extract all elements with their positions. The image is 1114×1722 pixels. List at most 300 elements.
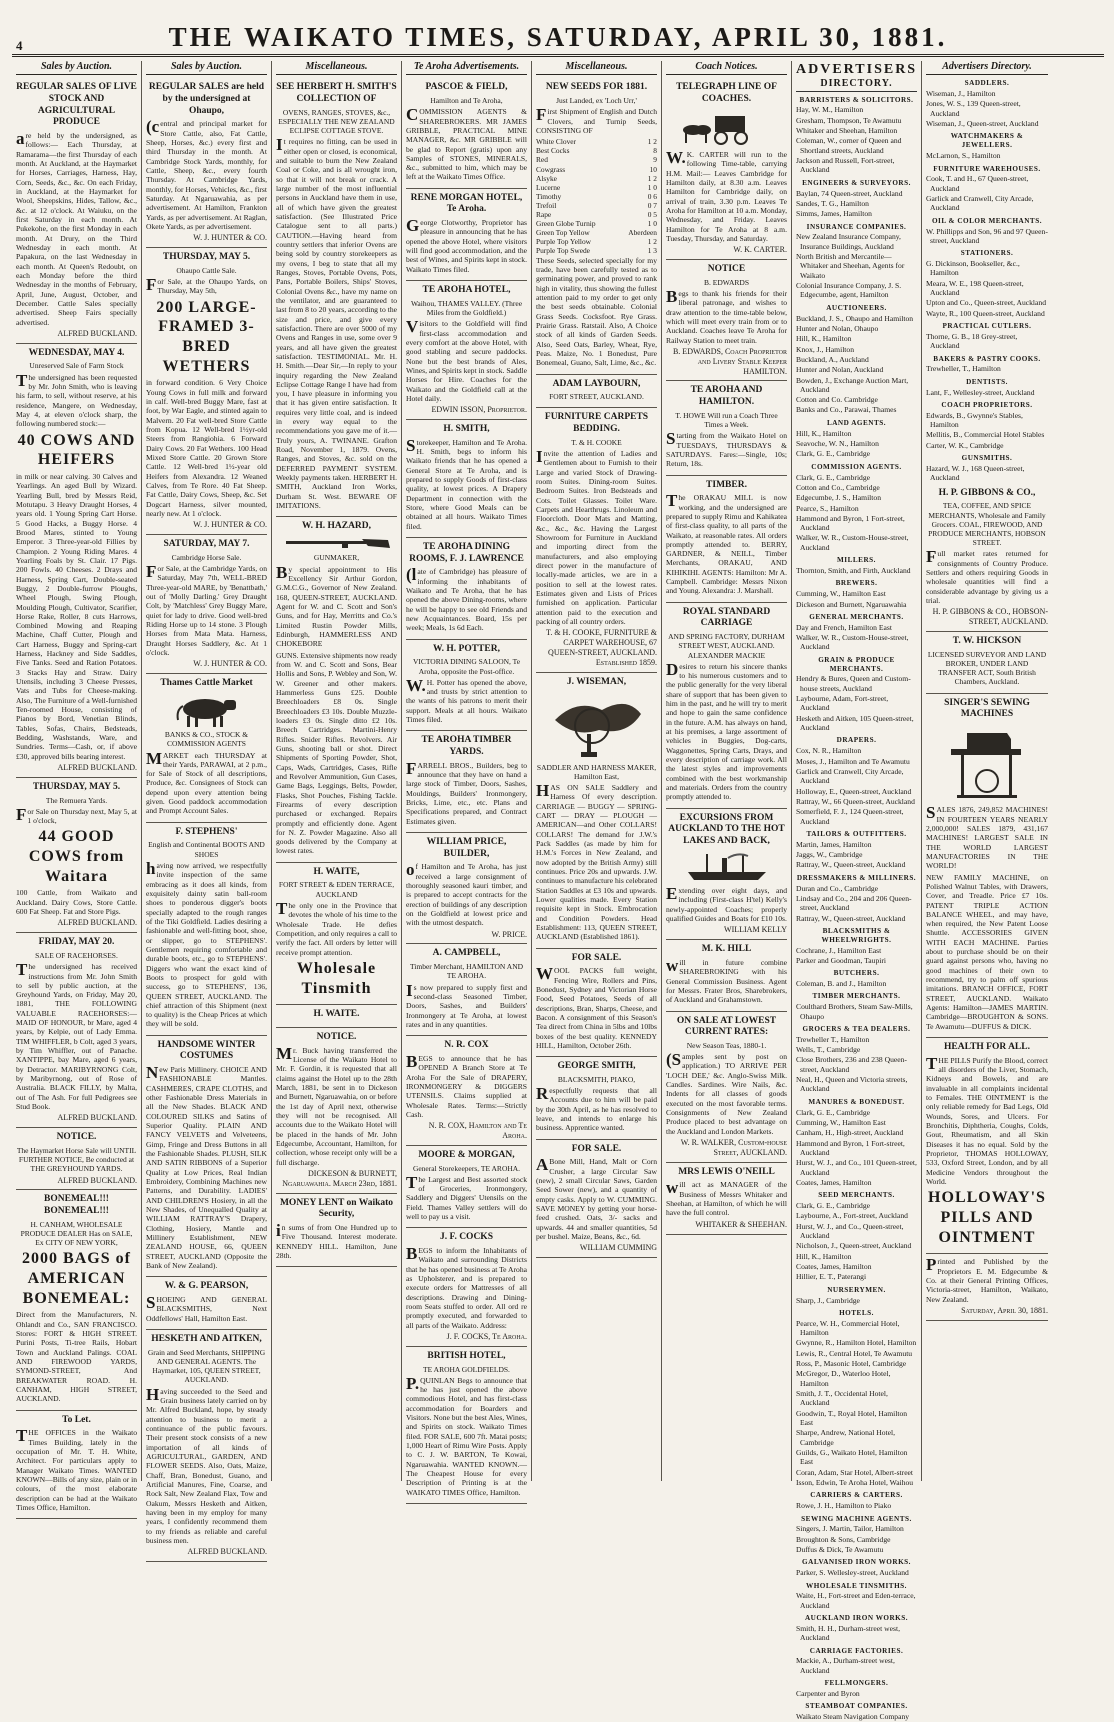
ad-heading: MRS LEWIS O'NEILL bbox=[678, 1166, 775, 1177]
directory-entry: Carpenter and Byron bbox=[796, 1689, 860, 1698]
ad-heading: Thames Cattle Market bbox=[160, 678, 253, 689]
directory-entry: Coleman, W., corner of Queen and Shortland streets, Auckland bbox=[796, 136, 902, 155]
ad-body: For Sale, at the Ohaupo Yards, on Thursday, May 5th, bbox=[146, 274, 267, 296]
ad-display-line: 40 COWS AND HEIFERS bbox=[17, 431, 136, 469]
singer-illustration bbox=[926, 723, 1048, 805]
directory-entry: Hammond and Byron, 1 Fort-street, Auckland bbox=[796, 1138, 905, 1157]
directory-entry: Hendry & Bures, Queen and Custom-house streets, Auckland bbox=[796, 674, 911, 693]
ad-display-line: 2000 BAGS of AMERICAN BONEMEAL: bbox=[22, 1250, 131, 1307]
ad-subheading: T. & H. COOKE bbox=[571, 437, 622, 447]
directory-entry: Cotton and Co., Cambridge bbox=[796, 482, 880, 492]
ad-heading: HANDSOME WINTER COSTUMES bbox=[157, 1039, 256, 1062]
ad-signature: B. EDWARDS, Coach Proprietor and Livery Stable Keeper HAMILTON. bbox=[672, 346, 787, 376]
column-heading: Sales by Auction. bbox=[146, 61, 267, 75]
advertisement bbox=[926, 484, 1048, 632]
directory-entry: W. Phillipps and Son, 96 and 97 Queen-street, Auckland bbox=[926, 226, 1048, 245]
directory-entry: Carter, W. K., Cambridge bbox=[926, 440, 1004, 450]
directory-entry: Hunter and Nolan, Ohaupo bbox=[796, 323, 879, 333]
directory-entry: Sandes, T. G., Hamilton bbox=[796, 198, 869, 208]
directory-entry: Goodwin, T., Royal Hotel, Hamilton East bbox=[796, 1408, 908, 1428]
ad-heading: MOORE & MORGAN, bbox=[418, 1149, 515, 1160]
ad-heading: HESKETH AND AITKEN, bbox=[151, 1334, 262, 1345]
seed-price: 8 bbox=[653, 146, 657, 156]
ad-body: (late of Cambridge) has pleasure of informing the inhabitants of Waikato and Te Aroha, that he has opened the above Dining-rooms, where he will be happy to see old Friends and new Acquaintances. Board, 15s per week; Meals, 1s 6d Each. bbox=[406, 565, 527, 633]
ad-subheading: TE AROHA GOLDFIELDS. bbox=[423, 1364, 510, 1374]
directory-entry: McGregor, D., Waterloo Hotel, Hamilton bbox=[796, 1369, 891, 1388]
directory-entry: Mackie, A., Durham-street west, Auckland bbox=[796, 1656, 895, 1675]
advertisement bbox=[406, 1228, 527, 1346]
directory-entry: Buckland, J. S., Ohaupo and Hamilton bbox=[796, 313, 914, 323]
ad-body: The undersigned has been requested by Mr. John Smith, who is leaving his farm, to sell, without reserve, at his residence, Mangere, on Wednesday, May 4, at eleven o'clock sharp, the following numbered stock:— bbox=[16, 370, 137, 429]
directory-category: SADDLERS. bbox=[964, 79, 1010, 88]
ad-body: Full market rates returned for consignments of Country Produce. Settlers and others requiring Goods in wholesale quantities will find a considerable advantage by giving us a trial. bbox=[926, 547, 1048, 606]
ad-subheading: English and Continental BOOTS AND SHOES bbox=[148, 840, 265, 859]
directory-entry: Upton and Co., Queen-street, Auckland bbox=[926, 298, 1046, 308]
ad-display-line: HOLLOWAY'S PILLS AND OINTMENT bbox=[928, 1189, 1046, 1246]
ad-signature: WHITAKER & SHEEHAN. bbox=[695, 1219, 787, 1229]
directory-entry: Coates, James, Hamilton bbox=[796, 1177, 872, 1187]
ad-subheading: LICENSED SURVEYOR AND LAND BROKER, UNDER LAND TRANSFER ACT, South British Chambers, Auckland. bbox=[927, 649, 1047, 687]
ad-heading: GEORGE SMITH, bbox=[557, 1061, 636, 1072]
advertisement bbox=[276, 1194, 397, 1268]
ad-signature: ALFRED BUCKLAND. bbox=[57, 1175, 137, 1185]
ad-heading: BRITISH HOTEL, bbox=[427, 1350, 506, 1361]
ad-body: By special appointment to His Excellency Sir Arthur Gordon, G.M.C.G., Governor of New Zealand. 168, QUEEN-STREET, AUCKLAND. Agent for W. and C. Scott and Son's Guns, and for Hay, Merritts and Co.'s Limited Rustin Powder Mills, Edinburgh, HAMMERLESS AND CHOKEBORE bbox=[276, 562, 397, 649]
ad-body: For Sale, at the Cambridge Yards, on Saturday, May 7th, WELL-BRED Three-year-old MARE, by 'Benattbath,' out of 'Molly Darling.' Grey Draught Colt, by 'Matchless' Grey Buggy Mare, quiet for lady to drive. Good well-bred Riding Horse up to 14 stone. 3 Plough Horses from Mata Mata. Harness, Draught Horses Saddlery, &c. At 1 o'clock. bbox=[146, 561, 267, 657]
directory-category: PRACTICAL CUTLERS. bbox=[942, 322, 1032, 331]
directory-entry: Lewis, R., Central Hotel, Te Awamutu bbox=[796, 1348, 913, 1358]
advertisement bbox=[666, 809, 787, 940]
ad-body: The Largest and Best assorted stock of Groceries, Ironmongery, Saddlery and Diggers' Utensils on the Field. Thames Valley settlers will do well to pay us a visit. bbox=[406, 1172, 527, 1222]
ad-subheading: Ohaupo Cattle Sale. bbox=[176, 265, 237, 275]
ad-body: FARRELL BROS., Builders, beg to announce that they have on hand a large stock of Timber, Doors, Sashes, Mouldings, Builders' Ironmongery, Bricks, Lime, etc., etc. Plans and Specifications prepared, and Contract Estimates given. bbox=[406, 758, 527, 826]
directory-entry: Jackson and Russell, Fort-street, Auckland bbox=[796, 156, 895, 175]
ad-body: in sums of from One Hundred up to Five Thousand. Interest moderate. KENNEDY HILL. Hamilton, June 28th. bbox=[276, 1220, 397, 1260]
ad-heading: BONEMEAL!!! BONEMEAL!!! bbox=[44, 1194, 109, 1217]
directory-entry: Walker, W. R., Custom-House-street, Auckland bbox=[796, 533, 909, 552]
cow-illustration bbox=[146, 692, 267, 730]
advertisement bbox=[406, 78, 527, 189]
ad-heading: PASCOE & FIELD, bbox=[425, 82, 508, 93]
advertisement bbox=[16, 78, 137, 343]
advertisement bbox=[146, 78, 267, 248]
ad-signature: W. J. HUNTER & CO. bbox=[193, 659, 267, 669]
ad-signature: W. J. HUNTER & CO. bbox=[193, 520, 267, 530]
seed-row bbox=[536, 174, 657, 183]
ad-heading: ROYAL STANDARD CARRIAGE bbox=[682, 606, 771, 629]
column-5 bbox=[532, 61, 662, 1481]
directory-entry: Smith, H. H., Durham-street west, Auckland bbox=[796, 1623, 900, 1643]
ad-heading: MONEY LENT on Waikato Security, bbox=[279, 1197, 394, 1220]
ad-heading: A. CAMPBELL, bbox=[432, 948, 501, 959]
ad-heading: THURSDAY, MAY 5. bbox=[32, 781, 121, 792]
ad-body: Desires to return his sincere thanks to his numerous customers and to the public generally for the very liberal share of support that has been given to him in the past, and he will try to merit and hope to gain the same confidence in the future. A.M. has always on hand, at his premises, a large assortment of vehicles in Buggies, Dog-carts, Waggonettes, Spring Carts, Drays, and every description of carriage work. All the latest styles and improvements combined with the best workmanship and materials. Orders from the country promptly attended to. bbox=[666, 659, 787, 802]
directory-entry: Broughton & Sons, Cambridge bbox=[796, 1534, 891, 1544]
directory-entry: Garlick and Cranwell, City Arcade, Auckland bbox=[796, 766, 904, 786]
directory-entry: Coates, James, Hamilton bbox=[796, 1262, 872, 1272]
seed-name: Lucerne bbox=[536, 182, 561, 192]
directory-entry: Pearce, S., Hamilton bbox=[796, 503, 859, 513]
directory-entry: Banks and Co., Parawai, Thames bbox=[796, 405, 897, 415]
ad-body: HAS ON SALE Saddlery and Harness Of every description. CARRIAGE — BUGGY — SPRING-CART — DRAY — PLOUGH — AMERICAN—and Other COLLARS! COLLARS! The demand for J.W.'s Pack Saddles (as made by him for H.M.'s Forces in New Zealand, and now adopted by the British Army) still continues. Price 20s and upwards. J.W. continues to manufacture his celebrated Station Saddles at £3 10s and upwards. Lower qualities made. Every Station requisite kept in Stock. Embrocation and Condition Powders. Head Establishment: 113, QUEEN STREET, AUCKLAND (Established 1861). bbox=[536, 780, 657, 942]
advertisement bbox=[16, 933, 137, 1128]
ad-body: SALES 1876, 249,852 MACHINES! IN FOURTEEN YEARS NEARLY 2,000,000! SALES 1879, 431,167 MACHINES! LARGEST SALE IN THE WORLD LARGEST MANUFACTORIES IN THE WORLD! bbox=[926, 803, 1048, 871]
advertisement bbox=[146, 248, 267, 535]
ad-subheading: SALE OF RACEHORSES. bbox=[35, 950, 118, 960]
advertisement bbox=[926, 694, 1048, 1039]
directory-entry: Hay, W. M., Hamilton bbox=[796, 105, 864, 115]
directory-entry: Clark, G. E., Cambridge bbox=[796, 449, 871, 459]
ad-heading: NOTICE. bbox=[316, 1031, 357, 1042]
directory-category: FELLMONGERS. bbox=[824, 1679, 889, 1688]
ad-subheading: GUNMAKER, bbox=[313, 553, 360, 563]
ad-subheading: SADDLER AND HARNESS MAKER, Hamilton East, bbox=[536, 762, 657, 781]
ad-subheading: FORT STREET, AUCKLAND. bbox=[549, 392, 644, 402]
ad-body: Printed and Published by the Proprietors E. M. Edgecumbe & Co. at their General Printing Offices, Victoria-street, Hamilton, Waikato, New Zealand. bbox=[926, 1255, 1048, 1304]
directory-category: DENTISTS. bbox=[966, 377, 1008, 386]
ad-heading: NEW SEEDS FOR 1881. bbox=[545, 82, 648, 93]
directory-category: GUNSMITHS. bbox=[961, 454, 1013, 463]
seed-name: Purple Top Swede bbox=[536, 246, 590, 256]
columns bbox=[12, 61, 1104, 1722]
ad-signature: ALFRED BUCKLAND. bbox=[187, 1547, 267, 1557]
seed-name: White Clover bbox=[536, 137, 577, 147]
ad-body: are held by the undersigned, as follows:— Each Thursday, at Ramarama—the first Thursday of each month. At Auckland, at the Haymarket for Horses, Carriages, Harness, Hay, Corn, Seeds, &c., &c. On each Friday, in Auckland, at the Haymarket for Wool, Sheepskins, Hides, Tallow, &c., &c. at 12 o'clock. At Waiuku, on the first Saturday in each month. At Pukekohe, on the first Monday in each month. At Drury, on the Third Wednesday in each month. At Papakura, on the last Wednesday in each month. At Queen's Redoubt, on each Monday before the third Wednesday in the months of February, April, June, August, October, and December. Cattle Sales specially advertised. Sheep Fairs specially advertised. bbox=[16, 128, 137, 327]
directory-title: ADVERTISERS bbox=[796, 62, 918, 77]
newspaper-title: THE WAIKATO TIMES, SATURDAY, APRIL 30, 1881. bbox=[168, 22, 948, 52]
seed-row bbox=[536, 165, 657, 174]
directory-entry: Duffus & Dick, Te Awamutu bbox=[796, 1545, 884, 1555]
seed-price: 1 2 bbox=[647, 137, 657, 147]
directory-entry: Colonial Insurance Company, J. S. Edgecumbe, agent, Hamilton bbox=[796, 281, 902, 300]
column-heading: Coach Notices. bbox=[666, 61, 787, 75]
ad-heading: H. SMITH, bbox=[443, 424, 490, 435]
directory-entry: Wayte, R., 100 Queen-street, Auckland bbox=[926, 308, 1045, 318]
advertisement bbox=[406, 731, 527, 833]
ad-heading: REGULAR SALES OF LIVE STOCK AND AGRICULTURAL PRODUCE bbox=[16, 82, 137, 128]
advertisement bbox=[16, 1128, 137, 1190]
directory-subtitle: DIRECTORY. bbox=[796, 78, 917, 91]
column-7 bbox=[792, 61, 922, 1722]
directory-entry: Jones, W. S., 139 Queen-street, Auckland bbox=[926, 99, 1021, 118]
directory-entry: Gwynne, R., Hamilton Hotel, Hamilton bbox=[796, 1338, 917, 1348]
ad-heading: WILLIAM PRICE, BUILDER, bbox=[426, 837, 507, 859]
ad-subheading: Hamilton and Te Aroha, bbox=[430, 95, 503, 105]
ad-body: (Samples sent by post on application.) TO ARRIVE PER 'LOCH DEE,' &c. Anglo-Swiss Milk. Candles. Sardines. Wire Nails, &c. Indents for all classes of goods executed on the most favorable terms. Consignments of New Zealand Produce placed to best advantage on the Auckland and London Markets. bbox=[666, 1050, 787, 1136]
directory-category: MANURES & BONEDUST. bbox=[808, 1097, 905, 1106]
ad-body: Extending over eight days, and including (First-class H'tel) Kelly's newly-appointed Coaches; properly qualified Guides and Boats for £10 10s. bbox=[666, 884, 787, 924]
ad-subheading: The Remuera Yards. bbox=[45, 795, 108, 805]
directory-entry: Lindsay and Co., 204 and 206 Queen-street, Auckland bbox=[796, 893, 912, 913]
directory-entry: Rowe, J. H., Hamilton to Piako bbox=[796, 1501, 892, 1511]
directory-entry: Laybourne, Adam, Fort-street, Auckland bbox=[796, 694, 889, 713]
seed-row bbox=[536, 246, 657, 255]
seed-name: Red bbox=[536, 155, 548, 165]
directory-category: GALVANISED IRON WORKS. bbox=[802, 1558, 911, 1567]
column-heading: Sales by Auction. bbox=[16, 61, 137, 75]
seed-name: Best Cocks bbox=[536, 146, 570, 156]
directory-category: AUCTIONEERS. bbox=[826, 303, 887, 312]
seed-price: 1 0 bbox=[647, 182, 657, 192]
ad-signature: WILLIAM CUMMING bbox=[579, 1243, 657, 1253]
ad-heading: REGULAR SALES are held by the undersigned at Ohaupo, bbox=[148, 82, 265, 116]
ad-subheading: H. CANHAM, WHOLESALE PRODUCE DEALER Has on SALE, Ex CITY OF NEW YORK, bbox=[20, 1219, 133, 1248]
directory-entry: Garlick and Cranwell, City Arcade, Auckland bbox=[926, 194, 1034, 213]
ad-body: Having succeeded to the Seed and Grain business lately carried on by Mr. Alfred Buckland, hope, by steady attention to business to merit a continuance of the public favours. Their present stock consists of a new importation of all kinds of AGRICULTURAL, GARDEN, AND FLOWER SEEDS. Also, Oats, Maize, Chaff, Bran, Bonedust, Guano, and Artificial Manures, Fine, Coarse, and Rock Salt, New Zealand Flax, Tow and Oakum, Messrs Hesketh and Aitken, having been in my employ for many years, I confidently recommend them to my friends as reliable and careful business men. bbox=[146, 1384, 267, 1545]
ad-subheading: FORT STREET & EDEN TERRACE, AUCKLAND bbox=[278, 880, 395, 899]
ad-heading: J. F. COCKS bbox=[440, 1232, 493, 1243]
advertisement bbox=[666, 603, 787, 809]
advertisement bbox=[536, 78, 657, 374]
ad-subheading: Just Landed, ex 'Loch Urr,' bbox=[556, 95, 637, 105]
seed-row bbox=[536, 183, 657, 192]
directory-category: LAND AGENTS. bbox=[826, 418, 887, 427]
advertisement bbox=[536, 1057, 657, 1140]
seed-row bbox=[536, 192, 657, 201]
directory-entry: Clark, G. E., Cambridge bbox=[796, 1107, 871, 1117]
advertisement bbox=[406, 1347, 527, 1504]
advertisement bbox=[146, 674, 267, 823]
advertisement bbox=[276, 863, 397, 1005]
directory-entry: Canham, H., High-street, Auckland bbox=[796, 1128, 904, 1138]
directory-entry: Baylan, 74 Queen-street, Auckland bbox=[796, 188, 903, 198]
directory-category: DRAPERS. bbox=[836, 736, 877, 745]
directory-entry: Hill, K., Hamilton bbox=[796, 428, 852, 438]
advertisement bbox=[926, 1254, 1048, 1320]
directory-entry: New Zealand Insurance Company, Insurance Buildings, Auckland bbox=[796, 232, 901, 251]
directory-entry: Seavoche, W. N., Hamilton bbox=[796, 439, 879, 448]
ad-signature: W. R. WALKER, Custom-house Street, AUCKLAND. bbox=[680, 1138, 787, 1157]
directory-category: COACH PROPRIETORS. bbox=[941, 400, 1033, 409]
directory-category: STEAMBOAT COMPANIES. bbox=[805, 1702, 908, 1711]
directory-category: BREWERS. bbox=[835, 579, 878, 588]
ad-body: WOOL PACKS full weight, Fencing Wire, Rollers and Pins, Bonedust, Sydney and Victorian Horse Food, Seed Potatoes, Seeds of all descriptions, Bran, Sharps, Cheese, and Bacon. A consignment of this Season's Tea direct from China in 5lbs and 10lbs boxes of the best quality. KENNEDY HILL, Hamilton, October 26th. bbox=[536, 964, 657, 1050]
directory-entry: Holloway, E., Queen-street, Auckland bbox=[796, 786, 912, 796]
seed-row bbox=[536, 201, 657, 210]
directory-entry: Sharpe, Andrew, National Hotel, Cambridge bbox=[796, 1428, 896, 1447]
seed-name: Rape bbox=[536, 210, 552, 220]
ad-heading: FRIDAY, MAY 20. bbox=[38, 937, 115, 948]
ad-heading: NOTICE. bbox=[56, 1132, 97, 1143]
gun-illustration bbox=[276, 535, 397, 553]
directory-entry: Knox, J., Hamilton bbox=[796, 344, 855, 354]
ad-signature: W. J. HUNTER & CO. bbox=[193, 233, 267, 243]
ad-display-line: Wholesale Tinsmith bbox=[296, 959, 377, 997]
ad-heading: ADAM LAYBOURN, bbox=[552, 378, 641, 389]
ad-body-continued: GUNS. Extensive shipments now ready from W. and C. Scott and Sons, Bear Hollis and Sons, P. Webley and Son, W. W. Greener and other makers. Hammerless Guns £25. Double Breechloaders £8 0s. Single Breechloaders £3 10s. Double Muzzle-loaders £3 0s. Single ditto £2 10s. Breech Cartridges. Martini-Henry Rifles. Snider Rifles. Revolvers. Air Guns, shooting ball or shot. Direct Shipments of Sporting Powder, Shot, Caps, Wads, Cartridges, Cases, Rifle and Revolver Ammunition, Gun Cases, Game Bags, Leggings, Belts, Powder, Flasks, Shot Pouches, Fishing Tackle. Firearms of every description purchased or exchanged. Repairs promptly and efficiently done. Agent for N. Z. Powder Magazine. Also all goods delivered by the Company at lowest rates. bbox=[276, 650, 397, 856]
ad-heading: TE AROHA AND HAMILTON. bbox=[690, 385, 763, 408]
ad-body: BEGS to announce that he has OPENED A Branch Store at Te Aroha For the Sale of DRAPERY, IRONMONGERY & DIGGERS UTENSILS. Claims supplied at Wholesale Rates. Terms:—Strictly Cash. bbox=[406, 1051, 527, 1119]
advertisement bbox=[406, 640, 527, 732]
ad-body: George Clotworthy, Proprietor has pleasure in announcing that he has opened the above Hotel, where visitors will find good accommodation, and the best of Wines, and Spirits kept in stock. Waikato Times filed. bbox=[406, 216, 527, 274]
ad-heading: TELEGRAPH LINE OF COACHES. bbox=[676, 82, 777, 104]
directory-category: AUCKLAND IRON WORKS. bbox=[804, 1614, 909, 1623]
directory-category: CARRIAGE FACTORIES. bbox=[809, 1646, 904, 1655]
directory-entry: Thorne, G. B., 18 Grey-street, Auckland bbox=[926, 331, 1018, 351]
ad-heading: H. P. GIBBONS & CO., bbox=[938, 487, 1036, 498]
ad-subheading: B. EDWARDS bbox=[703, 277, 749, 287]
ad-body: Is now prepared to supply first and second-class Seasoned Timber, Doors, Sashes, and Builders' Ironmongery at Te Aroha, at lowest rates and in any quantities. bbox=[406, 980, 527, 1029]
directory-entry: Sharp, J., Cambridge bbox=[796, 1295, 860, 1305]
ad-display-line: 200 LARGE-FRAMED 3-BRED WETHERS bbox=[156, 298, 257, 375]
ad-signature: ALFRED BUCKLAND. bbox=[57, 918, 137, 928]
directory-entry: Nicholson, J., Queen-street, Auckland bbox=[796, 1241, 912, 1251]
ad-heading: F. STEPHENS' bbox=[175, 826, 238, 837]
advertisement bbox=[666, 476, 787, 603]
ad-body: MARKET each THURSDAY at their Yards, PARAWAI, at 2 p.m., for Sale of Stock of all descriptions, Produce, &c. Consignees of Stock can depend upon every attention being given. Good paddock accommodation and Prompt Account Sales. bbox=[146, 748, 267, 816]
ad-heading: H. WAITE, bbox=[313, 866, 360, 877]
directory-category: TAILORS & OUTFITTERS. bbox=[806, 829, 907, 838]
ad-body: For Sale on Thursday next, May 5, at 1 o'clock, bbox=[16, 804, 137, 826]
ad-heading: RENE MORGAN HOTEL, Te Aroha. bbox=[410, 192, 523, 215]
ad-body: will act as MANAGER of the Business of Messrs Whitaker and Sheehan, at Hamilton, of which he will have the full control. bbox=[666, 1178, 787, 1218]
ad-display-line: 44 GOOD COWS from Waitara bbox=[28, 828, 125, 885]
directory-entry: Cumming, W., Hamilton East bbox=[796, 589, 886, 599]
directory-entry: Hurst, W. J., and Co., 101 Queen-street, Auckland bbox=[796, 1158, 917, 1177]
ad-subheading: OVENS, RANGES, STOVES, &c., ESPECIALLY THE NEW ZEALAND ECLIPSE COTTAGE STOVE. bbox=[278, 107, 395, 136]
directory-entry: Day and French, Hamilton East bbox=[796, 622, 892, 632]
directory-entry: Jaggs, W., Cambridge bbox=[796, 850, 863, 860]
directory-entry: Waite, H., Fort-street and Eden-terrace, Auckland bbox=[796, 1591, 916, 1610]
ad-body: W.H. Potter has opened the above, and trusts by strict attention to the wants of his patrons to merit their support. Meals at all hours. Waikato Times filed. bbox=[406, 675, 527, 725]
ad-heading: SINGER'S SEWING MACHINES bbox=[944, 697, 1030, 720]
column-4 bbox=[402, 61, 532, 1497]
seed-name: Alsyke bbox=[536, 173, 557, 183]
directory-entry: Walker, W. R., Custom-House-street, Auckland bbox=[796, 633, 909, 652]
directory-entry: Hesketh and Aitken, 105 Queen-street, Auckland bbox=[796, 713, 914, 733]
ad-body: COMMISSION AGENTS & SHAREBROKERS. MR JAMES GRIBBLE, PRACTICAL MINE MANAGER, &c. MR GRIBBLE will be glad to Report (gratis) upon any Samples of STONES, MINERALS, &c., submitted to him, which may be left at the Waikato Times Office. bbox=[406, 105, 527, 182]
directory-entry: Hillier, E. T., Paterangi bbox=[796, 1272, 867, 1282]
directory-entry: Hunter and Nolan, Auckland bbox=[796, 365, 884, 375]
ad-signature: W. PRICE. bbox=[491, 929, 527, 939]
seed-name: Cowgrass bbox=[536, 164, 566, 174]
ad-signature: EDWIN ISSON, Proprietor. bbox=[431, 405, 527, 415]
directory-entry: Edwards, B., Gwynne's Stables, Hamilton bbox=[926, 410, 1023, 430]
advertisement bbox=[146, 823, 267, 1036]
directory-entry: Hammond and Byron, 1 Fort-street, Auckland bbox=[796, 513, 905, 533]
ad-body: New Paris Millinery. CHOICE AND FASHIONABLE Mantles. CASHMERES, CRAPE CLOTHS, and other Fashionable Dress Materials in all the New Shades. BLACK AND COLOURED SILKS and Satins of Superior Quality. PLAIN AND FANCY VELVETS and Velveteens, Gimp, Fringe and Dress Buttons in all the Fashionable Shades. PLUSH, SILK AND SATIN RIBBONS of a Superior Quality at Low Prices, Real Indian Embroidery, Combining Machines new Patterns, and Durability. LADIES' AND CHILDREN'S Hosiery, in all the New Shades, of Unequalled Quality at WILLIAM RATTRAY'S Drapery, Clothing, Hosiery, Mantle and Millinery Establishment, NEW ZEALAND HOUSE, 66, QUEEN STREET, AUCKLAND (Opposite the Bank of New Zealand). bbox=[146, 1063, 267, 1271]
ad-body-continued: These Seeds, selected specially for my trade, have been carefully tested as to germinating power, and proved to rank high in vitality, thus showing the fullest attention paid to my order to get only the best seeds obtainable. Colonial Grass Seeds. Cocksfoot. Rye Grass. Prairie Grass. Ratstail. Also, A Choice stock of all kinds of Garden Seeds. Also, Seed Oats, Barley, Wheat, Rye, Peas. Maize, No. 1 Bonedust, Pure Bonemeal, Guano, Salt, Lime, &c., &c. bbox=[536, 255, 657, 368]
ad-signature: T. & H. COOKE, FURNITURE & CARPET WAREHOUSE, 67 QUEEN-STREET, AUCKLAND. Established 1859. bbox=[546, 628, 657, 667]
directory-entry: Guilds, G., Waikato Hotel, Hamilton East bbox=[796, 1448, 908, 1467]
directory-entry: Dickeson and Burnett, Ngaruawahia bbox=[796, 599, 907, 609]
directory-entry: Duran and Co., Cambridge bbox=[796, 883, 879, 893]
ad-body: SHOEING AND GENERAL BLACKSMITHS, Next Oddfellows' Hall, Hamilton East. bbox=[146, 1293, 267, 1323]
directory-entry: Clark, G. E., Cambridge bbox=[796, 1201, 871, 1211]
ad-heading: TIMBER. bbox=[706, 479, 747, 490]
directory-entry: Trewheller T., Hamilton bbox=[796, 1034, 870, 1044]
ad-signature: J. F. COCKS, Te Aroha. bbox=[446, 1332, 527, 1341]
ad-heading: W. H. HAZARD, bbox=[301, 521, 372, 532]
directory-entry: Hill, K., Hamilton bbox=[796, 334, 852, 344]
ad-body: First Shipment of English and Dutch Clovers, and Turnip Seeds, CONSISTING OF bbox=[536, 105, 657, 135]
ad-heading: THURSDAY, MAY 5. bbox=[162, 252, 251, 263]
directory-entry: Coleman, B. and J., Hamilton bbox=[796, 979, 887, 989]
directory-category: DRESSMAKERS & MILLINERS. bbox=[796, 873, 917, 882]
ad-subheading: BLACKSMITH, PIAKO, bbox=[557, 1074, 636, 1084]
directory-entry: Laybourne, A., Fort-street, Auckland bbox=[796, 1211, 908, 1221]
advertisement bbox=[666, 78, 787, 260]
advertisement bbox=[536, 949, 657, 1058]
ad-body: Visitors to the Goldfield will find first-class accommodation and every comfort at the above Hotel, with good stabling and secure paddocks. None but the best brands of Ales, Wines, and Spirits kept in stock. Saddle Horses for Hire. Coaches for the Waikato and the Goldfield call at the Hotel daily. bbox=[406, 317, 527, 403]
directory-entry: Coran, Adam, Star Hotel, Albert-street bbox=[796, 1467, 914, 1477]
directory-entry: G. Dickinson, Bookseller, &c., Hamilton bbox=[926, 259, 1020, 278]
directory-entry: Close Brothers, 236 and 238 Queen-street, Auckland bbox=[796, 1055, 907, 1074]
seed-row bbox=[536, 210, 657, 219]
seed-price: 1 2 bbox=[647, 237, 657, 247]
ad-heading: WEDNESDAY, MAY 4. bbox=[28, 347, 125, 358]
directory-entry: North British and Mercantile—Whitaker and Sheehan, Agents for Waikato bbox=[796, 252, 905, 280]
ad-body: (central and principal market for Store Cattle, also, Fat Cattle, Sheep, Horses, &c.) every first and third Thursday in the month. At Cambridge Stock Yards, monthly, for Cattle, Sheep, &c., every fourth Thursday. At Cambridge Yards, monthly, for Horses, Vehicles, &c., first Saturday. At Ngaruawahia, as per advertisement. At Hamilton, Frankton Yards, as per advertisement. At Raglan, Okete Yards, as per advertisement. bbox=[146, 117, 267, 231]
ad-body: BEGS to inform the Inhabitants of Waikato and surrounding Districts that he has opened business at Te Aroha as Upholsterer, and is prepared to execute orders for Mattresses of all descriptions. Drawing and Dining-room Seats stuffed to order. All ord re promptly executed, and forwarded to all parts of the Waikato. Address: bbox=[406, 1244, 528, 1330]
ad-body: Invite the attention of Ladies and Gentlemen about to Furnish to their Large and varied Stock of Drawing-room Suites. Dining-room Suites. Bedroom Suites. Iron Bedsteads and Cots. Toilet Glasses. Toilet Ware. Carpets and Hearthrugs. Linoleum and Floorcloth. Door Mats and Matting, &c., &c., &c. Having the Largest Showroom for Furniture in Auckland and importing direct from the manufacturers, and also employing direct power in the manufacture of locally-made articles, we are in a position to sell at the lowest rates. Estimates given and Lists of Prices furnished on application. Particular attention paid to the execution and packing of all country orders. bbox=[536, 446, 657, 626]
advertisement bbox=[16, 1411, 137, 1520]
ad-subheading: BANKS & CO., STOCK & COMMISSION AGENTS bbox=[164, 730, 249, 749]
ad-body: Starting from the Waikato Hotel on TUESDAYS, THURSDAYS & SATURDAYS. Fares:—Single, 10s; Return, 18s. bbox=[666, 429, 787, 469]
directory-entry: Trewheller, T., Hamilton bbox=[926, 364, 1001, 374]
steamer-illustration bbox=[666, 850, 787, 886]
page-number: 4 bbox=[16, 38, 23, 53]
directory-category: OIL & COLOR MERCHANTS. bbox=[931, 216, 1043, 225]
directory-entry: Waikato Steam Navigation Company bbox=[796, 1712, 910, 1722]
ad-subheading: Cambridge Horse Sale. bbox=[171, 552, 242, 562]
coach-illustration bbox=[666, 108, 787, 150]
ad-signature: N. R. COX, Hamilton and Te Aroha. bbox=[428, 1121, 527, 1141]
directory-entry: Edgecumbe, J. S., Hamilton bbox=[796, 493, 881, 503]
directory-entry: Hurst, W. J., and Co., Queen-street, Auckland bbox=[796, 1221, 904, 1241]
ad-body-continued: 100 Cattle, from Waikato and Auckland. Dairy Cows, Store Cattle. 600 Fat Sheep. Fat and Store Pigs. bbox=[16, 888, 137, 917]
directory-entry: Rattray, W., Queen-street, Auckland bbox=[796, 860, 906, 870]
directory-category: FURNITURE WAREHOUSES. bbox=[933, 164, 1041, 173]
ad-body: THE PILLS Purify the Blood, correct all disorders of the Liver, Stomach, Kidneys and Bowels, and are invaluable in all complaints incidental to Females. THE OINTMENT is the only reliable remedy for Bad Legs, Old Wounds, Sores, and Ulcers. For Bronchitis, Diphtheria, Coughs, Colds, Gout, Rheumatism, and all Skin Diseases it has no equal. Sold by the Proprietor, THOMAS HOLLOWAY, 533, Oxford Street, London, and by all Medicine Vendors throughout the World. bbox=[926, 1053, 1049, 1187]
directory-entry: Wiseman, J., Hamilton bbox=[926, 89, 996, 99]
directory-entry: Bowden, J., Exchange Auction Mart, Auckland bbox=[796, 375, 909, 394]
ad-heading: M. K. HILL bbox=[701, 944, 752, 955]
ad-heading: FURNITURE CARPETS BEDDING. bbox=[544, 412, 649, 435]
advertisement bbox=[536, 673, 657, 949]
directory-category: BLACKSMITHS & WHEELWRIGHTS. bbox=[821, 926, 892, 944]
directory-category: STATIONERS. bbox=[960, 249, 1014, 258]
advertisement bbox=[406, 538, 527, 640]
directory-entry: Parker and Goodman, Taupiri bbox=[796, 955, 887, 965]
column-heading: Advertisers Directory. bbox=[926, 61, 1048, 75]
saddle-illustration bbox=[536, 690, 657, 762]
column-heading: Te Aroha Advertisements. bbox=[406, 61, 527, 75]
ad-body: Storekeeper, Hamilton and Te Aroha. H. Smith, begs to inform his Waikato friends that he has opened a General Store at Te Aroha, and is prepared to supply Goods of first-class quality, at lowest prices. A Drapery Department in connection with the Store, where Good Meals can be obtained at all hours. Waikato Times filed. bbox=[406, 435, 527, 531]
ad-signature: DICKESON & BURNETT, Ngaruawahia. March 23rd, 1881. bbox=[282, 1168, 397, 1188]
directory-category: TIMBER MERCHANTS. bbox=[812, 992, 901, 1001]
advertisement bbox=[146, 535, 267, 674]
ad-heading: FOR SALE. bbox=[571, 1143, 622, 1154]
column-1 bbox=[12, 61, 142, 1512]
directory-entry: Smith, J. T., Occidental Hotel, Auckland bbox=[796, 1389, 888, 1408]
ad-heading: SEE HERBERT H. SMITH'S COLLECTION OF bbox=[276, 82, 397, 104]
ad-heading: SATURDAY, MAY 7. bbox=[163, 539, 250, 550]
ad-body: THE OFFICES in the Waikato Times Building, lately in the occupation of Mr. T. H. White, Architect. For particulars apply to Manager Waikato Times. WANTED KNOWN—Bills of any size, plain or in colours, of the most elaborate description can be had at the Waikato Times Office, Hamilton. bbox=[16, 1426, 137, 1512]
directory-category: CARRIERS & CARTERS. bbox=[810, 1491, 903, 1500]
directory-entry: Cotton and Co. Cambridge bbox=[796, 395, 878, 405]
advertisement bbox=[406, 1036, 527, 1146]
ad-subheading: New Season Teas, 1880-1. bbox=[686, 1040, 767, 1050]
directory-entry: Neal, H., Queen and Victoria streets, Auckland bbox=[796, 1075, 908, 1094]
directory-entry: Rattray, W., 66 Queen-street, Auckland bbox=[796, 796, 915, 806]
advertisement bbox=[666, 260, 787, 381]
advertisement bbox=[536, 375, 657, 409]
advertisement bbox=[406, 1146, 527, 1229]
seed-name: Timothy bbox=[536, 191, 562, 201]
seed-price-table bbox=[536, 137, 657, 255]
ad-body: The undersigned has received instructions from Mr. John Smith to sell by public auction, at the Greyhound Yards, on Friday, May 20, 1881, THE FOLLOWING VALUABLE RACEHORSES:— MAID OF HONOUR, br Mare, aged 4 years, by Kelpie, out of Lady Emma. TIM WHIFFLER, b Colt, aged 3 years, by Tim Whiffler, out of Panache. XANTIPPE, bay Mare, aged 6 years, by Detractor. MARIBYRNONG Colt, by Maribyrnong, out of Rose of Australia. BLACK FILLY, by Malta, out of The Ash. For full Pedigrees see Stud Book. bbox=[16, 960, 137, 1112]
